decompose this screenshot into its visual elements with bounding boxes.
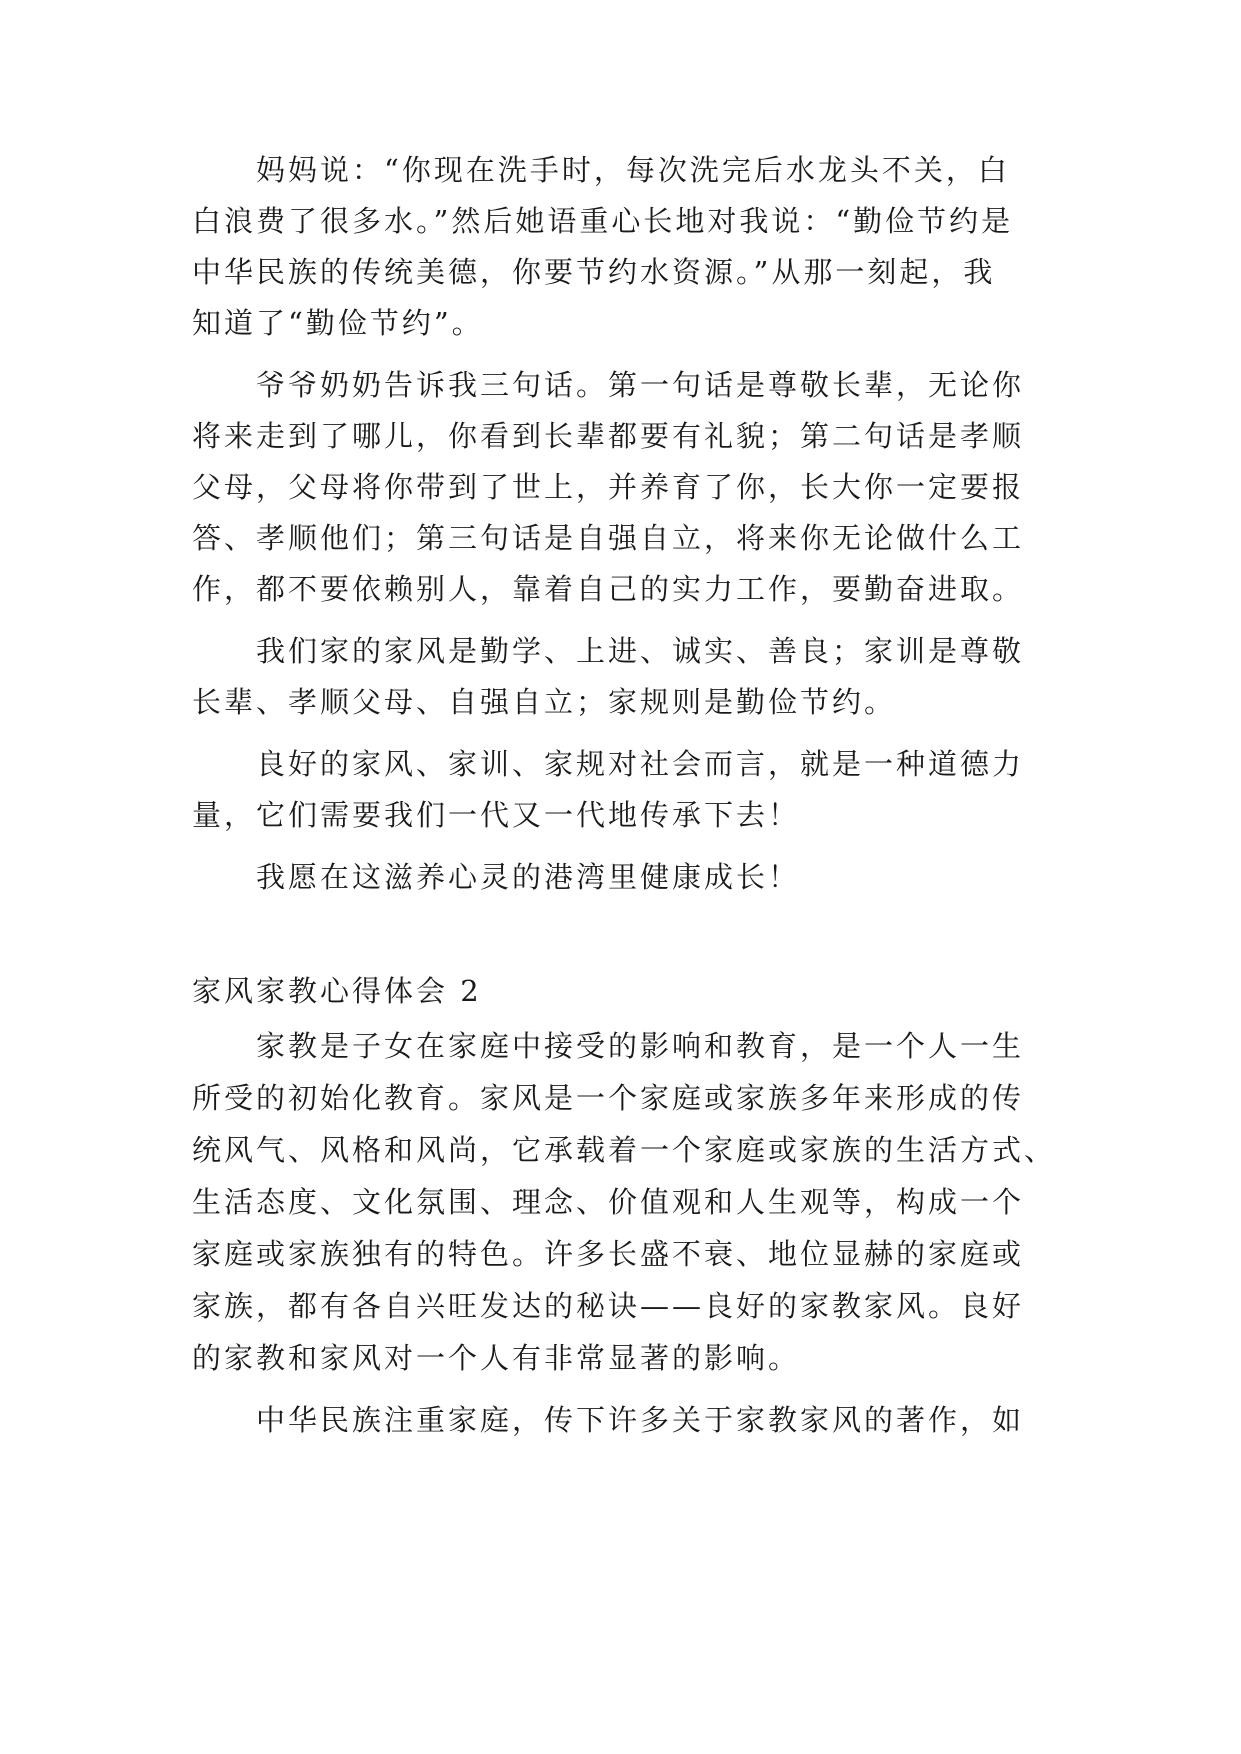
text-line: 知道了“勤俭节约”。 bbox=[192, 306, 484, 340]
text-line: 良好的家风、家训、家规对社会而言，就是一种道德力 bbox=[256, 747, 1025, 781]
text-line: 爷爷奶奶告诉我三句话。第一句话是尊敬长辈，无论你 bbox=[256, 368, 1025, 402]
section-heading: 家风家教心得体会 2 bbox=[192, 974, 482, 1008]
text-line: 家庭或家族独有的特色。许多长盛不衰、地位显赫的家庭或 bbox=[192, 1237, 1025, 1271]
text-line: 妈妈说：“你现在洗手时，每次洗完后水龙头不关，白 bbox=[256, 153, 1010, 187]
text-line: 的家教和家风对一个人有非常显著的影响。 bbox=[192, 1341, 801, 1375]
text-line: 作，都不要依赖别人，靠着自己的实力工作，要勤奋进取。 bbox=[192, 572, 1025, 606]
text-line: 白浪费了很多水。”然后她语重心长地对我说：“勤俭节约是 bbox=[192, 204, 1014, 238]
text-line: 量，它们需要我们一代又一代地传承下去！ bbox=[192, 798, 801, 832]
text-line: 中华民族注重家庭，传下许多关于家教家风的著作，如 bbox=[256, 1403, 1025, 1437]
text-line: 答、孝顺他们；第三句话是自强自立，将来你无论做什么工 bbox=[192, 521, 1025, 555]
text-line: 中华民族的传统美德，你要节约水资源。”从那一刻起，我 bbox=[192, 255, 996, 289]
text-line: 我愿在这滋养心灵的港湾里健康成长！ bbox=[256, 860, 801, 894]
text-line: 统风气、风格和风尚，它承载着一个家庭或家族的生活方式、 bbox=[192, 1133, 1057, 1167]
text-line: 我们家的家风是勤学、上进、诚实、善良；家训是尊敬 bbox=[256, 634, 1025, 668]
text-line: 家教是子女在家庭中接受的影响和教育，是一个人一生 bbox=[256, 1029, 1025, 1063]
text-line: 家族，都有各自兴旺发达的秘诀——良好的家教家风。良好 bbox=[192, 1289, 1025, 1323]
text-line: 所受的初始化教育。家风是一个家庭或家族多年来形成的传 bbox=[192, 1081, 1025, 1115]
text-line: 长辈、孝顺父母、自强自立；家规则是勤俭节约。 bbox=[192, 685, 897, 719]
text-line: 父母，父母将你带到了世上，并养育了你，长大你一定要报 bbox=[192, 470, 1025, 504]
text-line: 将来走到了哪儿，你看到长辈都要有礼貌；第二句话是孝顺 bbox=[192, 419, 1025, 453]
text-line: 生活态度、文化氛围、理念、价值观和人生观等，构成一个 bbox=[192, 1185, 1025, 1219]
